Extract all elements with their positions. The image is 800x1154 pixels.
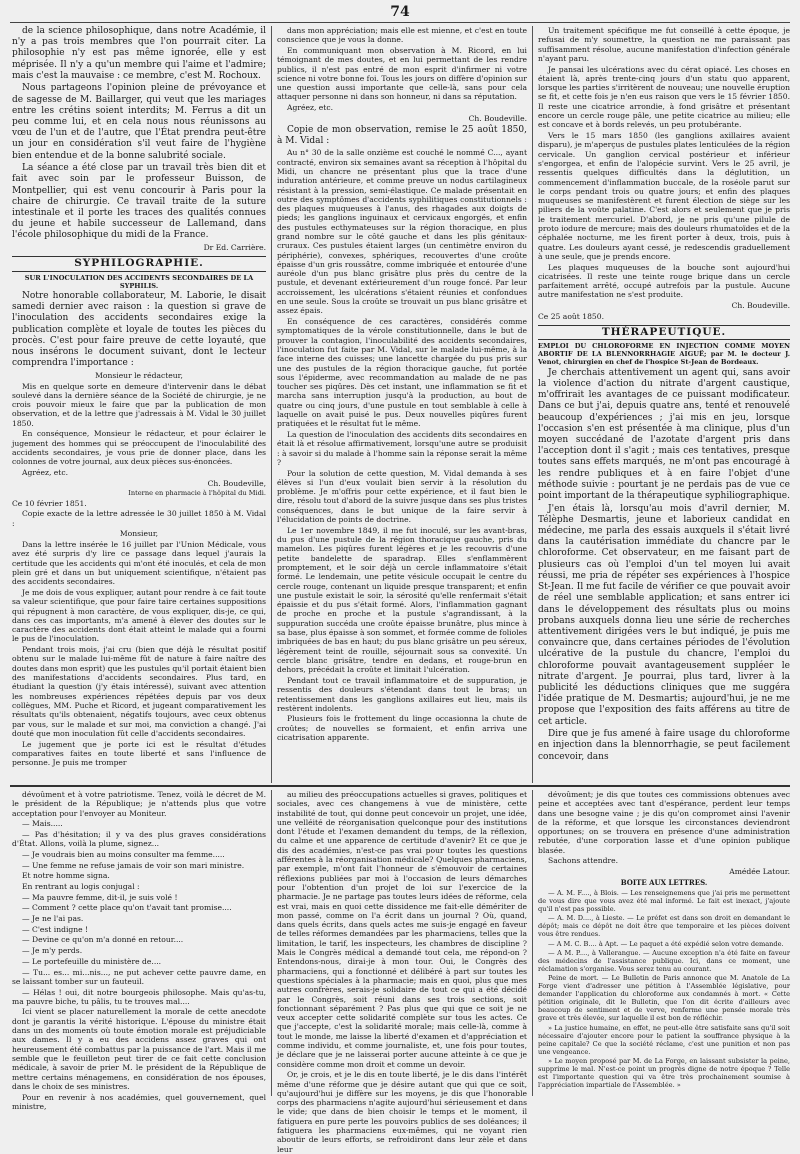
paragraph: Pendant tout ce travail inflammatoire et de suppuration, je ressentis des douleurs s'étendant dans tout le bras; un retentissement dans les ganglions axillaires eut lieu, mais ils restèrent indolents.: [277, 675, 527, 713]
paragraph: Dans la lettre insérée le 16 juillet par l'Union Médicale, vous avez été surpris d'y lire ce passage dans lequel j'aurais la certitude que les accidents qui m'ont été inoculés, et cela de mon plein gré et dans un but uniquement scientifique, n'étaient pas des accidents secondaires.: [12, 540, 266, 587]
paragraph: — A. M. F...., à Blois. — Les renseignemens que j'ai pris me permettent de vous dire que vous avez été mal informé. Le fait est inexact, j'ajoute qu'il n'est pas possible.: [538, 888, 790, 913]
salutation: Monsieur le rédacteur,: [95, 370, 183, 380]
salutation: Monsieur,: [119, 529, 159, 539]
signature: Amédée Latour.: [729, 867, 790, 877]
paragraph: Dire que je fus amené à faire usage du chloroforme en injection dans la blennorrhagie, se peut facilement concevoir, dans: [538, 729, 790, 762]
paragraph: Je cherchais attentivement un agent qui, sans avoir la violence d'action du nitrate d'argent caustique, m'offrirait les avantages de ce puissant modificateur. Dans ce but j'ai, depuis quatre ans, tenté et renouvelé beaucoup d'expériences ; j'ai mis en jeu, lorsque l'occasion s'en est présentée à ma clinique, plus d'un moyen succédané de l'azotate d'argent pris dans l'acception dont il s'agit ; mais ces tentatives, presque toutes sans effets marqués, ne m'ont pas encouragé à les rendre publiques et à en faire l'objet d'une méthode suivie : pourtant je ne perdais pas de vue ce point important de la thérapeutique syphiliographique.: [538, 367, 790, 502]
column-1: [12, 26, 266, 783]
letter-close: Agréez, etc.: [287, 103, 334, 113]
paragraph: — Ma pauvre femme, dit-il, je suis volé !: [22, 892, 178, 902]
article-title: SUR L'INOCULATION DES ACCIDENTS SECONDAIRES DE LA SYPHILIS.: [24, 273, 254, 290]
column-divider: [532, 26, 533, 783]
paragraph: Sachons attendre.: [548, 856, 619, 866]
paragraph: — Mais.....: [22, 819, 63, 829]
signature: Ch. Boudeville,: [207, 478, 266, 488]
paragraph: — A M. P...., à Vallerangue. — Aucune exception n'a été faite en faveur des médecins de l'assistance publique. Ici, dans ce moment, une réclamation s'organise. Vous serez tenu au courant.: [538, 949, 790, 974]
paragraph: » Le moyen proposé par M. de La Forge, en laissant subsister la peine, supprime le mal. N'est-ce point un progrès digne de notre époque ? Telle est l'importante question qui va être très prochainement soumise à l'appréciation impartiale de l'Assemblée. »: [538, 1057, 790, 1090]
paragraph: En conséquence, Monsieur le rédacteur, et pour éclairer le jugement des hommes qui se préoccupent de l'inoculabilité des accidents secondaires, je vous prie de donner place, dans les colonnes de votre journal, aux deux pièces sus-énoncées.: [12, 429, 266, 467]
paragraph: Ici vient se placer naturellement la morale de cette anecdote dont je garantis la vérité historique. L'épouse du ministre était dans un des moments où toute émotion morale est préjudiciable aux dames. Il y a eu des accidens assez graves qui ont heureusement été combattus par la puissance de l'art. Mais il me semble que le feuilleton peut tirer de ce fait cette conclusion médicale, à savoir de prier M. le président de la République de mettre certains ménagemens, en considération de nos épouses, dans le choix de ses ministres.: [12, 1007, 266, 1091]
paragraph: En communiquant mon observation à M. Ricord, en lui témoignant de mes doutes, et en lui permettant de les rendre publics, il n'est pas entré de mon esprit d'infirmer ni votre science ni votre bonne foi. Tous les jours on diffère d'opinion sur une question aussi importante que celle-là, sans pour cela attaquer personne ni dans son honneur, ni dans sa réputation.: [277, 45, 527, 102]
paragraph: Pour la solution de cette question, M. Vidal demanda à ses élèves si l'un d'eux voulait bien servir à la résolution du problème. Je m'offris pour cette expérience, et il faut bien le dire, résolu tout d'abord de la suivre jusque dans ses plus tristes conséquences, dans le but unique de la faire servir à l'élucidation de points de doctrine.: [277, 468, 527, 525]
paragraph: — A. M. D...., à Lieste. — Le préfet est dans son droit en demandant le dépôt; mais ce dépôt ne doit être que temporaire et les pièces doivent vous être rendues.: [538, 914, 790, 939]
header-rule: [10, 22, 790, 23]
paragraph: au milieu des préoccupations actuelles si graves, politiques et sociales, avec ces changemens à vue de ministère, cette instabilité de tout, qui donne peut concevoir un projet, une idée, une velléité de réorganisation quelconque pour des institutions dont l'étude et l'examen demandent du temps, de la réflexion, du calme et une apparence de certitude d'avenir? Et ce que je dis des académies, n'est-ce pas vrai pour toutes les questions afférentes à la réorganisation médicale? Quelques pharmaciens, par exemple, m'ont fait l'honneur de s'émouvoir de certaines réflexions publiées par moi à l'occasion de leurs démarches pour l'obtention d'un projet de loi sur l'exercice de la pharmacie. Je ne partage pas toutes leurs idées de réforme, cela est vrai, mais en quoi cette dissidence me fait-elle démériter de mon passé, comme on l'a écrit dans un journal ? Où, quand, dans quels écrits, dans quels actes me suis-je engagé en faveur de telles réformes demandées par les pharmaciens, telles que la limitation, le tarif, les inspecteurs, les chambres de discipline ? Mais le Congrès médical a demandé tout cela, me répond-on ? Entendons-nous, dirai-je à mon tour. Oui, le Congrès des pharmaciens, qui a fonctionné et délibéré à part sur toutes les questions spéciales à la pharmacie; mais en quoi, plus que mes autres confrères, serais-je solidaire de tout ce qui a été décidé par le Congrès, soit réuni dans ses trois sections, soit fonctionnant séparément ? Pas plus que qui que ce soit je ne veux accepter cette solidarité complète sur tous les actes. Ce que j'accepte, c'est la solidarité morale; mais celle-là, comme à tout le monde, me laisse la liberté d'examen et d'appréciation et comme individu, et comme journaliste, et, une fois pour toutes, je déclare que je ne laisserai porter aucune atteinte à ce que je considère comme mon droit et comme un devoir.: [277, 790, 527, 1069]
signature: Ch. Boudeville.: [731, 301, 790, 311]
paragraph: Le jugement que je porte ici est le résultat d'études comparatives faites en toute liberté et sans l'influence de personne. Je puis me tromper: [12, 739, 266, 768]
paragraph: Les plaques muqueuses de la bouche sont aujourd'hui cicatrisées. Il reste une teinte rouge brique dans un cercle parfaitement arrêté, occupé autrefois par la pustule. Aucune autre manifestation ne s'est produite.: [538, 262, 790, 300]
paragraph: dans mon appréciation; mais elle est mienne, et c'est en toute conscience que je vous la donne.: [277, 26, 527, 45]
feuilleton-column-1: [12, 790, 266, 1111]
paragraph: — Devine ce qu'on m'a donné en retour....: [22, 935, 184, 945]
date: Ce 25 août 1850.: [538, 311, 604, 321]
copy-heading: Copie exacte de la lettre adressée le 30 juillet 1850 à M. Vidal :: [12, 509, 266, 528]
paragraph: de la science philosophique, dans notre Académie, il n'y a pas trois membres que l'on pourrait citer. La philosophie n'y est pas même ignorée, elle y est méprisée. Il n'y a qu'un membre qui l'aime et l'admire; mais c'est la mauvaise : ce membre, c'est M. Rochoux.: [12, 26, 266, 81]
paragraph: — Je voudrais bien au moins consulter ma femme.....: [22, 849, 225, 859]
column-divider: [271, 790, 272, 1096]
column-divider: [271, 26, 272, 783]
paragraph: — C'est indigne !: [22, 924, 89, 934]
paragraph: En rentrant au logis conjugal :: [22, 882, 140, 892]
date: Ce 10 février 1851.: [12, 498, 87, 508]
section-title: THÉRAPEUTIQUE.: [538, 325, 790, 340]
feuilleton-rule: [10, 785, 790, 787]
paragraph: Pendant trois mois, j'ai cru (bien que déjà le résultat positif obtenu sur le malade lui-même fût de nature à faire naître des doutes dans mon esprit) que les pustules qu'il portait étaient bien des manifestations d'accidents secondaires. Plus tard, en étudiant la question (j'y étais intéressé), suivant avec attention les nombreuses expériences répétées depuis par vos deux collègues, MM. Puche et Ricord, et jugeant comparativement les résultats qu'ils obtenaient, négatifs toujours, avec ceux obtenus par vous, sur le malade et sur moi, ma conviction a changé. J'ai douté que mon inoculation fût celle d'accidents secondaires.: [12, 645, 266, 738]
paragraph: Un traitement spécifique me fut conseillé à cette époque, je refusai de m'y soumettre, la question ne me paraissant pas suffisamment résolue, aucune manifestation d'infection générale n'ayant paru.: [538, 26, 790, 63]
paragraph: Vers le 15 mars 1850 (les ganglions axillaires avaient disparu), je m'aperçus de pustules plates lenticulées de la région cervicale. Un ganglion cervical postérieur et inférieur s'engorgea, et enfin de l'alopécie survint. Vers le 25 avril, je ressentis quelques difficultés dans la déglutition, un commencement d'inflammation buccale, de la roséole parut sur le corps pendant trois ou quatre jours; et enfin des plaques muqueuses se manifestèrent et furent élection de siège sur les piliers de la voûte palatine. C'est alors et seulement que je pris le traitement mercuriel. D'abord, je ne pris qu'une pilule de proto iodure de mercure; mais des douleurs rhumatoïdes et de la céphalée nocturne, me les firent porter à deux, trois, puis à quatre. Les douleurs ayant cessé, je redescendis graduellement à une seule, que je prends encore.: [538, 131, 790, 261]
paragraph: Et notre homme signa.: [22, 871, 110, 881]
paragraph: Je me dois de vous expliquer, autant pour rendre à ce fait toute sa valeur scientifique, que pour faire taire certaines suppositions qui répugnent à mon caractère, de vous expliquer, dis-je, ce qui, dans ces cas importants, m'a amené à élever des doutes sur le caractère des accidents dont était atteint le malade qui a fourni le pus de l'inoculation.: [12, 587, 266, 644]
paragraph: Or, je crois, et je le dis en toute liberté, je le dis dans l'intérêt même d'une réforme que je désire autant que qui que ce soit, qu'aujourd'hui je diffère sur les moyens, je dis que l'honorable corps des pharmaciens n'agite aujourd'hui sérieusement et dans le vide; que dans de bien choisir le temps et le moment, il fatiguera en pure perte les pouvoirs publics de ses doléances; il fatiguera les pharmaciens eux-mêmes, qui ne voyant rien aboutir de leurs efforts, se refroidiront dans leur zèle et dans leur: [277, 1070, 527, 1154]
paragraph: La question de l'inoculation des accidents dits secondaires en était là et résolue affirmativement, lorsqu'une autre se produisit : à savoir si du malade à l'homme sain la réponse serait la même ?: [277, 430, 527, 467]
paragraph: — Hélas ! oui, dit notre bourgeois philosophe. Mais qu'as-tu, ma pauvre biche, tu pâlis, tu te trouves mal....: [12, 987, 266, 1006]
paragraph: — Comment ? cette place qu'on t'avait tant promise....: [22, 903, 232, 913]
paragraph: — Une femme ne refuse jamais de voir son mari ministre.: [22, 860, 245, 870]
letter-close: Agréez, etc.: [22, 467, 69, 477]
paragraph: — Je ne l'ai pas.: [22, 914, 84, 924]
paragraph: dévoûment et à votre patriotisme. Tenez, voilà le décret de M. le président de la République; je n'attends plus que votre acceptation pour l'envoyer au Moniteur.: [12, 790, 266, 818]
feuilleton-column-2: [277, 790, 527, 1154]
paragraph: » La justice humaine, en effet, ne peut-elle être satisfaite sans qu'il soit nécessaire d'ajouter encore pour le patient la souffrance physique à la peine capitale? Ce que la société réclame, c'est une punition et non pas une vengeance.: [538, 1023, 790, 1056]
paragraph: Nous partageons l'opinion pleine de prévoyance et de sagesse de M. Baillarger, qui veut que les mariages entre les crétins soient interdits; M. Ferrus a dit un peu comme lui, et en cela nous nous réunissons au vœu de l'un et de l'autre, que l'État prendra peut-être un jour en considération s'il veut faire de l'hygiène bien entendue et de la bonne salubrité sociale.: [12, 83, 266, 161]
paragraph: En conséquence de ces caractères, considérés comme symptomatiques de la vérole constitutionnelle, dans le but de prouver la contagion, l'inoculabilité des accidents secondaires, l'inoculation fut faite par M. Vidal, sur le malade lui-même, à la face interne des cuisses; une lancette chargée du pus pris sur une des pustules de la région thoracique gauche, fut portée sous l'épiderme, avec recommandation au malade de ne pas toucher ses piqûres. Dès cet instant, une inflammation se fit et marcha sans interruption jusqu'à la production, au bout de quatre ou cinq jours, d'une pustule en tout semblable à celle à laquelle on avait puisé le pus. Deux nouvelles piqûres furent pratiquées et le résultat fut le même.: [277, 317, 527, 429]
signature-role: Interne en pharmacie à l'hôpital du Midi.: [128, 489, 266, 498]
signature: Dr Ed. Carrière.: [203, 243, 266, 253]
paragraph: — Je m'y perds.: [22, 946, 83, 956]
article-title: EMPLOI DU CHLOROFORME EN INJECTION COMME MOYEN ABORTIF DE LA BLENNORRHAGIE AIGUË; par M. le docteur J. Venot, chirurgien en chef de l'hospice St-Jean de Bordeaux.: [538, 342, 790, 367]
paragraph: — Le portefeuille du ministère de....: [22, 956, 162, 966]
paragraph: — Pas d'hésitation; il y va des plus graves considérations d'État. Allons, voilà la plume, signez...: [12, 829, 266, 849]
paragraph: Peine de mort. — Le Bulletin de Paris annonce que M. Anatole de La Forge vient d'adresser une pétition à l'Assemblée législative, pour demander l'application du chloroforme aux condamnés à mort. « Cette pétition originale, dit le Bulletin, que l'on dit écrite d'ailleurs avec beaucoup de sentiment et de verve, renferme une pensée morale très grave et très élevée, sur laquelle il est bon de réfléchir.: [538, 974, 790, 1023]
paragraph: J'en étais là, lorsqu'au mois d'avril dernier, M. Télèphe Desmartis, jeune et laborieux candidat en médecine, me parla des essais auxquels il s'était livré dans la cautérisation immédiate du chancre par le chloroforme. Cet observateur, en me faisant part de plusieurs cas où l'emploi d'un tel moyen lui avait réussi, me pria de répéter ses expériences à l'hospice St-Jean. Il me fut facile de vérifier ce que pouvait avoir de réel une semblable application; et sans entrer ici dans le développement des résultats plus ou moins probans auxquels donna lieu une série de recherches attentivement dirigées vers le but indiqué, je puis me convaincre que, dans certaines périodes de l'évolution ulcérative de la pustule du chancre, l'emploi du chloroforme pouvait avantageusement suppléer le nitrate d'argent. Je pourrai, plus tard, livrer à la publicité les déductions cliniques que me suggéra l'idée pratique de M. Desmartis; aujourd'hui, je ne me propose que l'exposition des faits afférens au titre de cet article.: [538, 503, 790, 727]
section-title: BOITE AUX LETTRES.: [620, 878, 708, 888]
paragraph: dévoûment; je dis que toutes ces commissions obtenues avec peine et acceptées avec tant d'espérance, perdent leur temps dans une besogne vaine ; je dis qu'on compromet ainsi l'avenir de la réforme, et que lorsque les circonstances deviendront opportunes; on se trouvera en présence d'une administration rebutée, d'une corporation lasse et d'une opinion publique blasée.: [538, 790, 790, 855]
column-divider: [532, 790, 533, 1096]
paragraph: Je pansai les ulcérations avec du cérat opiacé. Les choses en étaient là, après trente-cinq jours d'un statu quo apparent, lorsque les parties s'irritèrent de nouveau; une nouvelle éruption se fit, et cette fois je n'en eus raison que vers le 15 février 1850. Il reste une cicatrice arrondie, à fond grisâtre et présentant encore un cercle rouge pâle, une petite cicatrice au milieu; elle est concave et à bords relevés, un peu protubérante.: [538, 64, 790, 130]
observation-heading: Copie de mon observation, remise le 25 août 1850, à M. Vidal :: [277, 124, 527, 146]
paragraph: Notre honorable collaborateur, M. Laborie, le disait samedi dernier avec raison : la question si grave de l'inoculation des accidents secondaires exige la publication complète et loyale de toutes les pièces du procès. C'est pour faire preuve de cette loyauté, que nous insérons le document suivant, dont le lecteur comprendra l'importance :: [12, 291, 266, 369]
paragraph: Le 1er novembre 1849, il me fut inoculé, sur les avant-bras, du pus d'une pustule de la région thoracique gauche, pris du mamelon. Les piqûres furent légères et je les recouvris d'une petite bandelette de sparadrap. Elles s'enflammèrent promptement, et le soir déjà un cercle inflammatoire s'était formé. Le lendemain, une petite vésicule occupait le centre du cercle rouge, contenant un liquide presque transparent; et enfin une pustule existait le soir, la sérosité qu'elle renfermait s'était épaissie et du pus s'était formé. Alors, l'inflammation gagnant de proche en proche et la pustule s'agrandissant, à la suppuration succéda une croûte épaisse brunâtre, plus mince à sa base, plus épaisse à son sommet, et formée comme de folioles imbriquées de bas en haut; du pus blanc grisâtre un peu séreux, légèrement teint de rouille, séjournait sous sa convexité. Un cercle blanc grisâtre, tendre en dedans, et rouge-brun en dehors, précédait la croûte et limitait l'ulcération.: [277, 525, 528, 675]
paragraph: Pour en revenir à nos académies, quel gouvernement, quel ministre,: [12, 1092, 266, 1111]
paragraph: — A M. C. B.... à Apt. — Le paquet a été expédié selon votre demande.: [548, 939, 784, 948]
paragraph: La séance a été close par un travail très bien dit et fait avec soin par le professeur Buisson, de Montpellier, qui est venu concourir à Paris pour la chaire de chirurgie. Ce travail traite de la suture intestinale et il porte les traces des qualités connues du jeune et habile successeur de Lallemand, dans l'école philosophique du midi de la France.: [12, 163, 266, 241]
paragraph: Au n° 30 de la salle onzième est couché le nommé C..., ayant contracté, environ six semaines avant sa réception à l'hôpital du Midi, un chancre ne présentant plus que la trace d'une induration antérieure, et comme preuve un nodus cartilagineux résistant à la pression, semi-élastique. Ce malade présentait en outre des symptômes d'accidents syphilitiques constitutionnels : des plaques muqueuses à l'anus, des rhagades aux doigts de pieds; les ganglions inguinaux et cervicaux engorgés, et enfin des pustules ecthymateuses sur la région thoracique, en plus grand nombre sur le côté gauche et dans les plis génitaux-cruraux. Ces pustules étaient larges (un centimètre environ du périphérie), convexes, sphériques, recouvertes d'une croûte épaisse d'un gris roussâtre, comme imbriquée et entourée d'une auréole d'un pus blanc grisâtre plus près du centre de la pustule, et devenant extérieurement d'un rouge foncé. Par leur accroissement, les ulcérations s'étaient réunies et confondues en une seule. Sous la croûte se trouvait un pus blanc grisâtre et assez épais.: [277, 148, 527, 316]
column-3: [538, 26, 790, 783]
signature: Ch. Boudeville.: [468, 113, 527, 123]
column-2: [277, 26, 527, 783]
paragraph: — Tu... es... mi...nis..., ne put achever cette pauvre dame, en se laissant tomber sur un fauteuil.: [12, 967, 266, 986]
page-number: 74: [390, 4, 410, 20]
paragraph: Plusieurs fois le frottement du linge occasionna la chute de croûtes; de nouvelles se formaient, et enfin arriva une cicatrisation apparente.: [277, 714, 527, 743]
paragraph: Mis en quelque sorte en demeure d'intervenir dans le débat soulevé dans la dernière séance de la Société de chirurgie, je ne crois pouvoir mieux le faire que par la publication de mon observation, et de la lettre que j'adressais à M. Vidal le 30 juillet 1850.: [12, 381, 266, 428]
feuilleton-column-3: [538, 790, 790, 1096]
section-title: SYPHILOGRAPHIE.: [12, 256, 266, 271]
